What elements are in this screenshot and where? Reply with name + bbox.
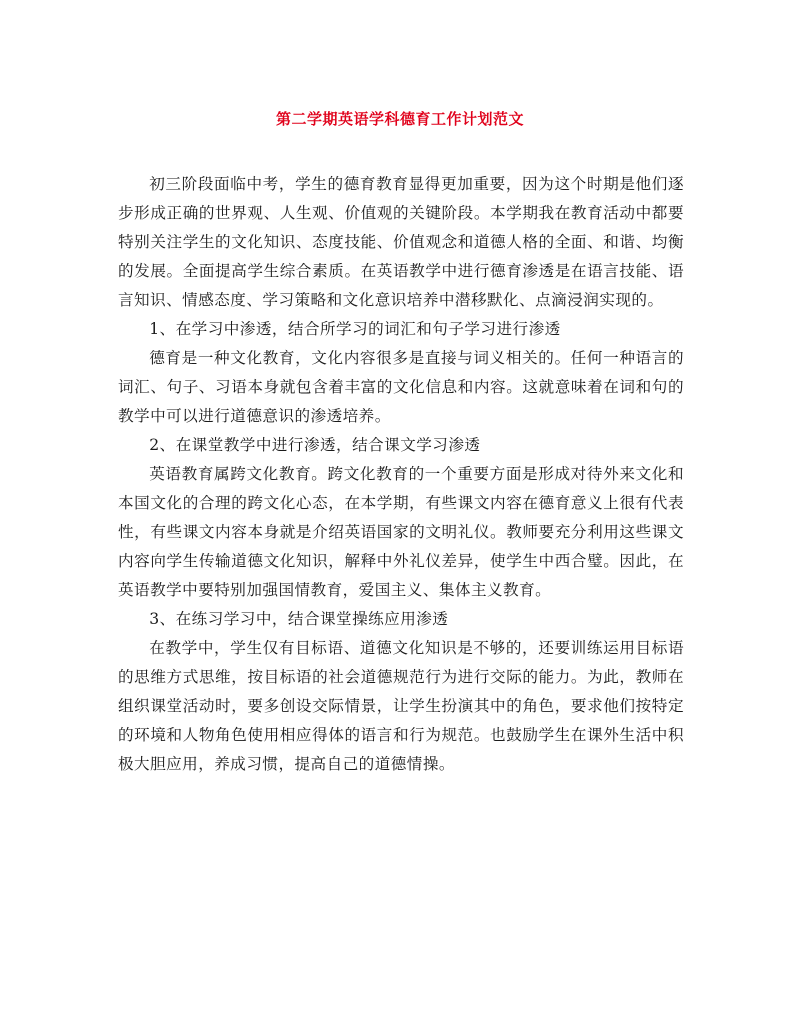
section-paragraph-2: 英语教育属跨文化教育。跨文化教育的一个重要方面是形成对待外来文化和本国文化的合理的跨文化心态，在本学期，有些课文内容在德育意义上很有代表性，有些课文内容本身就是介绍英语国家的文明礼仪。教师要充分利用这些课文内容向学生传输道德文化知识，解释中外礼仪差异，使学生中西合璧。因此，在英语教学中要特别加强国情教育，爱国主义、集体主义教育。 bbox=[118, 465, 684, 599]
intro-paragraph: 初三阶段面临中考，学生的德育教育显得更加重要，因为这个时期是他们逐步形成正确的世界观、人生观、价值观的关键阶段。本学期我在教育活动中都要特别关注学生的文化知识、态度技能、价值观念和道德人格的全面、和谐、均衡的发展。全面提高学生综合素质。在英语教学中进行德育渗透是在语言技能、语言知识、情感态度、学习策略和文化意识培养中潜移默化、点滴浸润实现的。 bbox=[118, 175, 684, 309]
section-heading-3: 3、在练习学习中，结合课堂操练应用渗透 bbox=[149, 610, 449, 628]
section-paragraph-1: 德育是一种文化教育，文化内容很多是直接与词义相关的。任何一种语言的词汇、句子、习语本身就包含着丰富的文化信息和内容。这就意味着在词和句的教学中可以进行道德意识的渗透培养。 bbox=[118, 349, 684, 425]
section-heading-1: 1、在学习中渗透，结合所学习的词汇和句子学习进行渗透 bbox=[149, 320, 561, 338]
document-title: 第二学期英语学科德育工作计划范文 bbox=[275, 110, 524, 128]
section-paragraph-3: 在教学中，学生仅有目标语、道德文化知识是不够的，还要训练运用目标语的思维方式思维，按目标语的社会道德规范行为进行交际的能力。为此，教师在组织课堂活动时，要多创设交际情景，让学生扮演其中的角色，要求他们按特定的环境和人物角色使用相应得体的语言和行为规范。也鼓励学生在课外生活中积极大胆应用，养成习惯，提高自己的道德情操。 bbox=[118, 639, 684, 773]
document-body bbox=[118, 170, 684, 779]
section-heading-2: 2、在课堂教学中进行渗透，结合课文学习渗透 bbox=[149, 436, 481, 454]
